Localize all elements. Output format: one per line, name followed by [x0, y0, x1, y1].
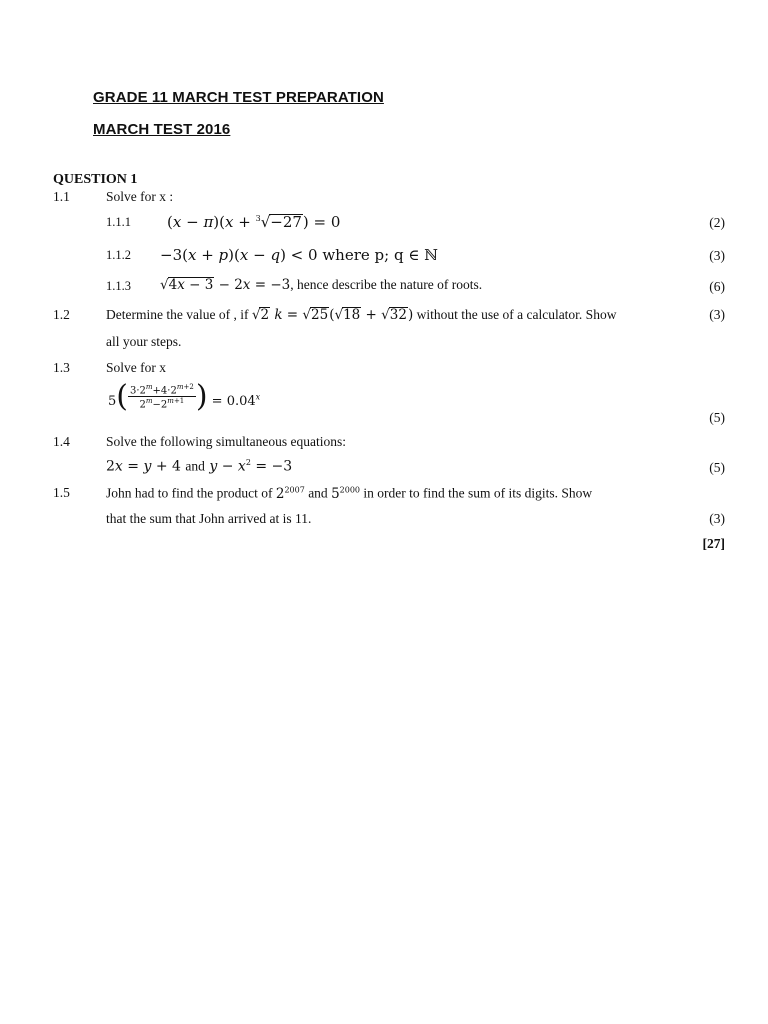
question-mid: and — [308, 485, 328, 501]
question-number: 1.1 — [53, 189, 70, 204]
marks: (6) — [709, 279, 725, 294]
question-tail: without the use of a calculator. Show — [416, 307, 617, 322]
subquestion-number: 1.1.2 — [106, 248, 131, 262]
marks: (5) — [709, 410, 725, 425]
question-number: 1.4 — [53, 434, 70, 449]
question-lead: Determine the value of , if — [106, 307, 249, 322]
question-text: Solve for x : — [106, 189, 174, 204]
subquestion-number: 1.1.3 — [106, 279, 131, 293]
question-text: Solve the following simultaneous equations: — [106, 434, 346, 449]
question-number: 1.3 — [53, 360, 70, 375]
equation: −3(x + p)(x − q) < 0 where p; q ∈ ℕ — [160, 246, 438, 264]
question-text: John had to find the product of $2^{2007}$ and $5^{2000}$ in order to find the sum of its digits. Show — [106, 485, 593, 502]
total-marks: [27] — [702, 536, 725, 551]
marks: (3) — [709, 511, 725, 526]
document-title: GRADE 11 MARCH TEST PREPARATION — [93, 89, 384, 106]
question-lead: John had to find the product of — [106, 485, 273, 501]
question-text-continued: all your steps. — [106, 334, 182, 349]
question-text: Determine the value of , if √2 k = √25(√18 + √32) without the use of a calculator. Show — [106, 307, 617, 323]
equation: (x − π)(x + $^3$√−27) = 0 — [167, 213, 341, 231]
equation-tail: where p; q ∈ ℕ — [322, 246, 438, 264]
exponential-equation: 5( $\frac{3\cdot 2^m+4\cdot 2^{m+2}}{2^m-2^{m+1}}$ ) = $0.04^x$ — [108, 379, 261, 414]
question-title: QUESTION 1 — [53, 172, 138, 187]
simultaneous-equations: 2x = y + 4 and $y - x^2 = -3$ — [106, 458, 293, 475]
marks: (5) — [709, 460, 725, 475]
subquestion-number: 1.1.1 — [106, 215, 131, 229]
question-tail: in order to find the sum of its digits. Show — [363, 485, 593, 501]
document-subtitle: MARCH TEST 2016 — [93, 121, 231, 138]
question-number: 1.5 — [53, 485, 70, 500]
question-number: 1.2 — [53, 307, 70, 322]
marks: (3) — [709, 248, 725, 263]
equation: √4x − 3 − 2x = −3, hence describe the nature of roots. — [160, 277, 483, 293]
marks: (3) — [709, 307, 725, 322]
question-text-continued: that the sum that John arrived at is 11. — [106, 511, 312, 526]
marks: (2) — [709, 215, 725, 230]
equation-tail: , hence describe the nature of roots. — [290, 277, 483, 292]
question-text: Solve for x — [106, 360, 166, 375]
